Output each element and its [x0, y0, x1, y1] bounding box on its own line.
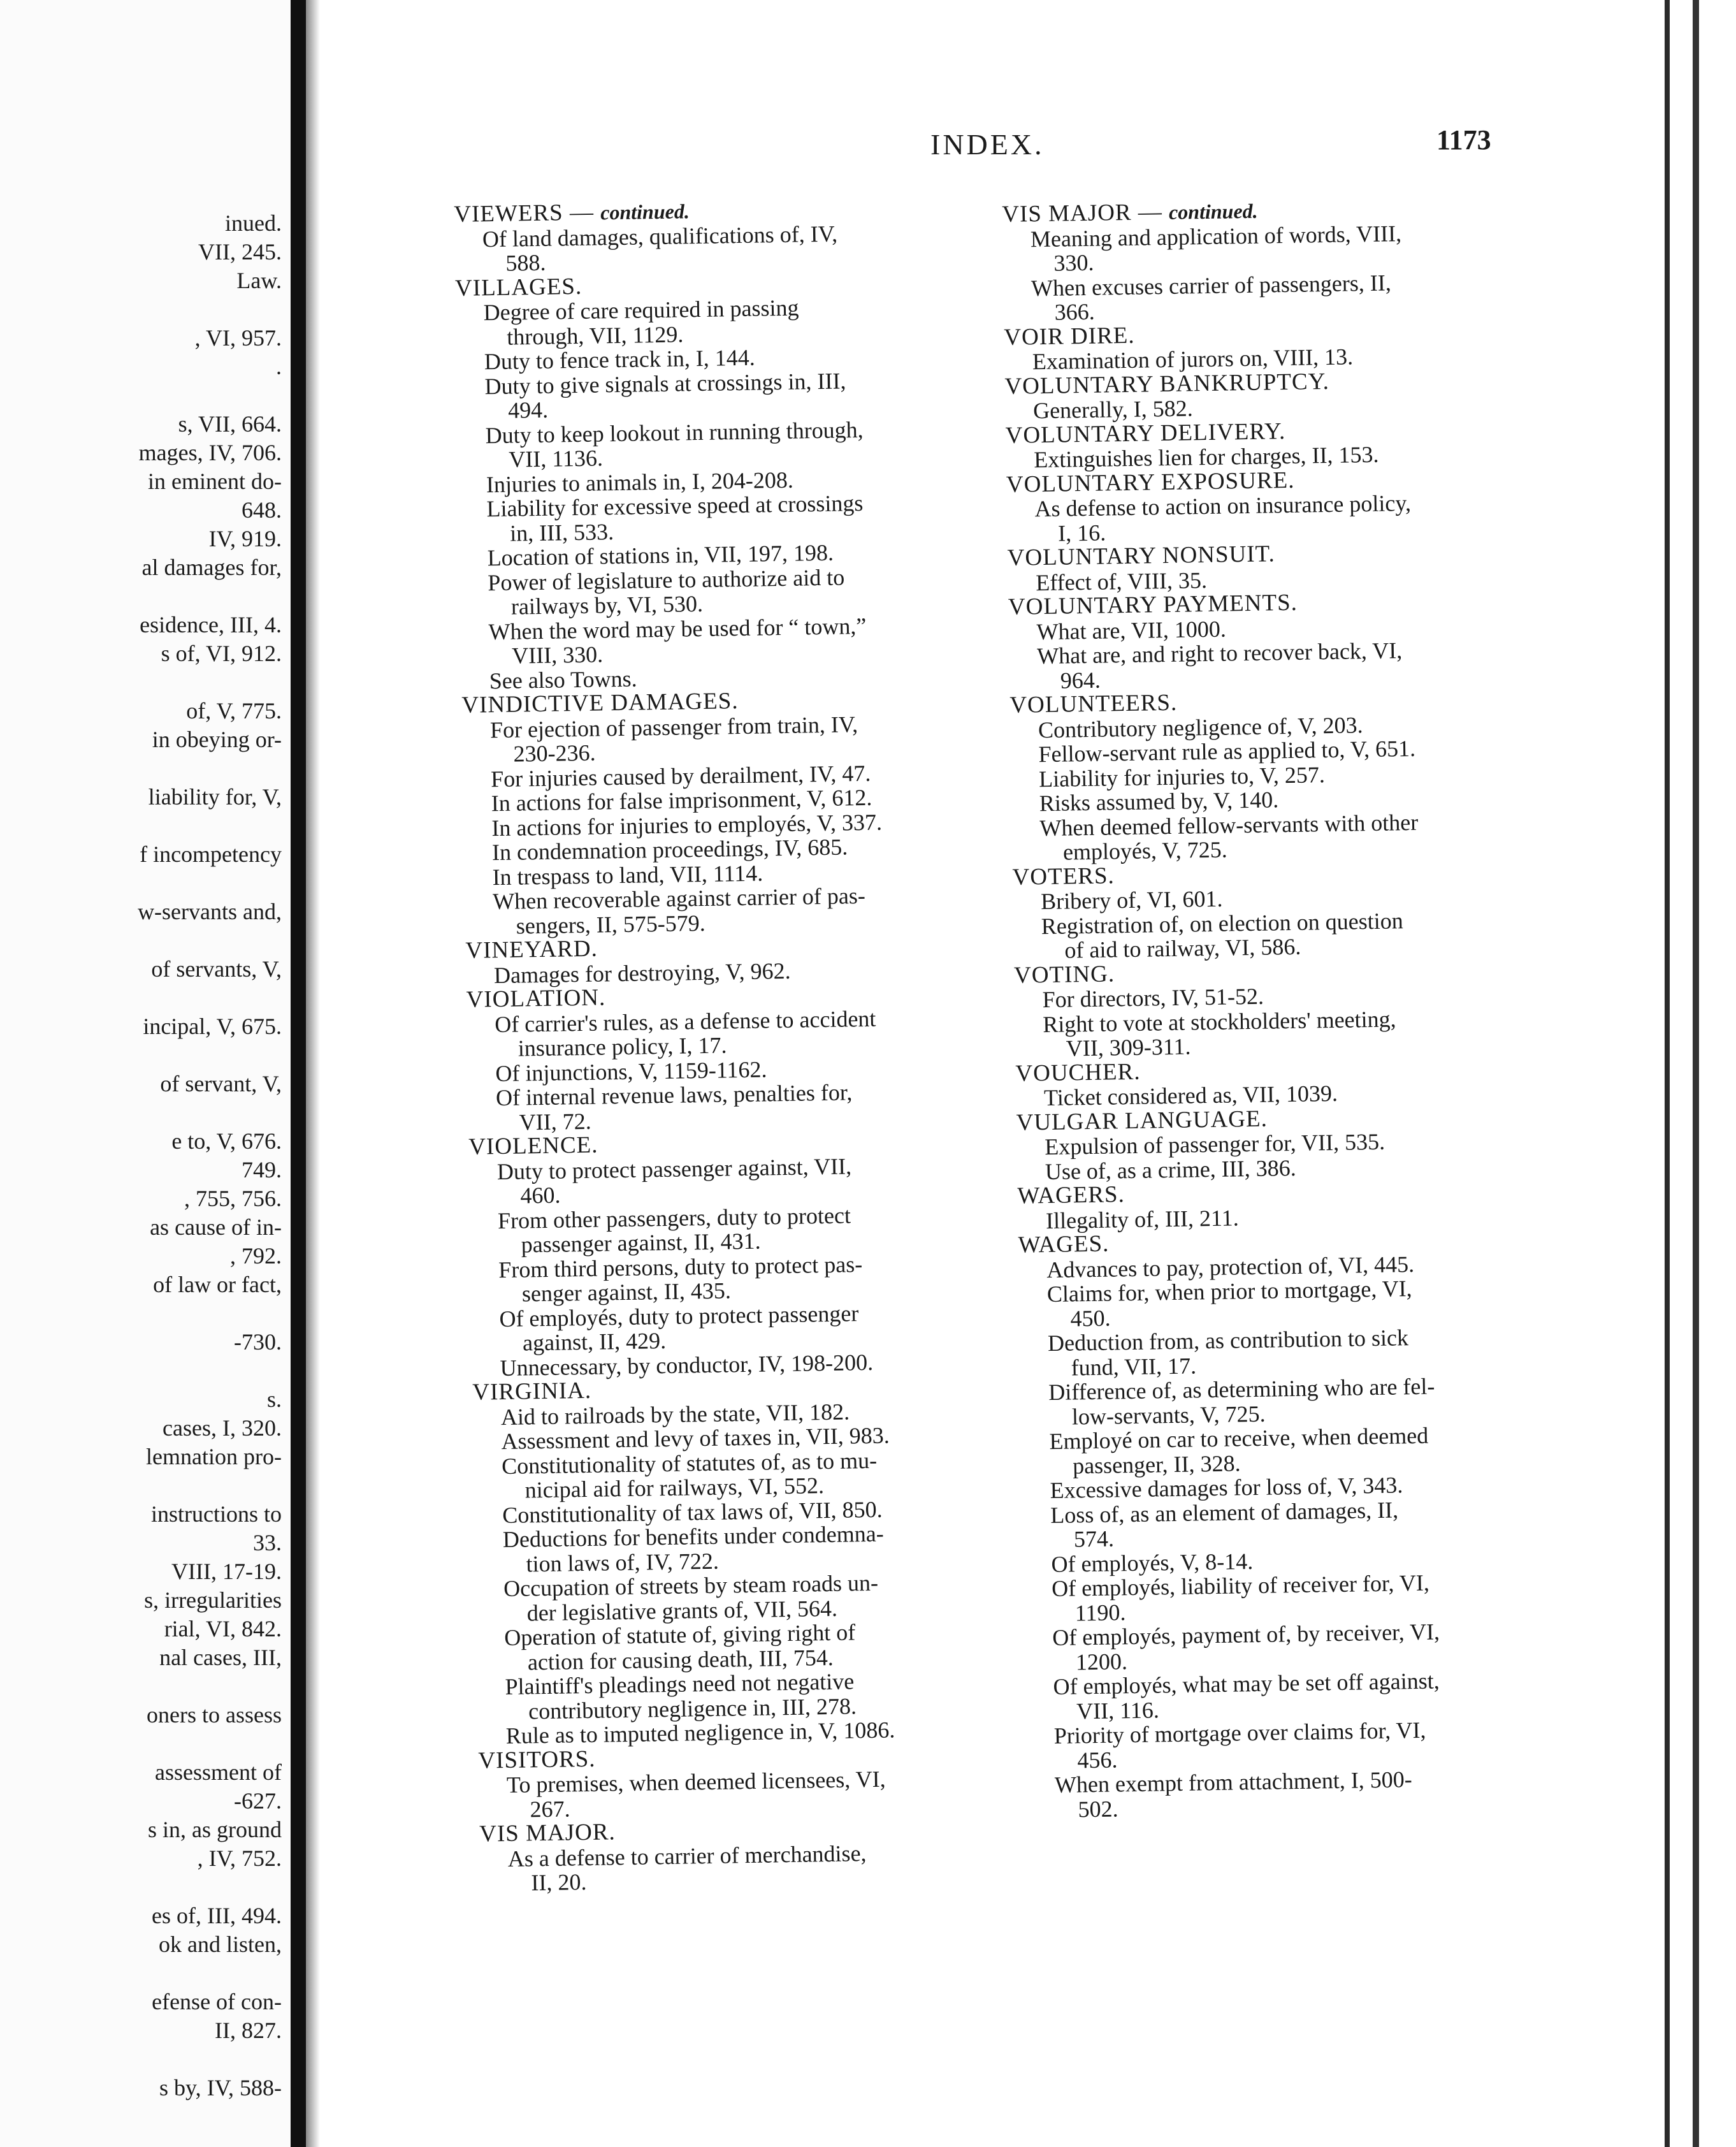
- previous-page-line: efense of con-: [152, 1989, 282, 2014]
- index-subentry-continuation: 1190.: [1074, 1599, 1126, 1626]
- index-subentry: Deductions for benefits under condemna-: [502, 1520, 884, 1553]
- previous-page-line: cases, I, 320.: [163, 1415, 282, 1441]
- index-subentry-continuation: VII, 309-311.: [1066, 1033, 1191, 1061]
- index-subentry-continuation: railways by, VI, 530.: [510, 590, 704, 620]
- index-subentry-continuation: VIII, 330.: [511, 641, 604, 669]
- index-subentry: Expulsion of passenger for, VII, 535.: [1044, 1128, 1385, 1160]
- index-heading-text: VIS MAJOR —: [1001, 198, 1169, 228]
- previous-page-line: f incompetency: [140, 841, 282, 867]
- index-heading-text: VOLUNTARY NONSUIT.: [1007, 541, 1275, 571]
- index-subentry: Meaning and application of words, VIII,: [1030, 220, 1402, 252]
- index-subentry-continuation: 366.: [1054, 298, 1096, 325]
- previous-page-line: of servants, V,: [151, 956, 282, 982]
- index-heading-text: VOLUNTEERS.: [1009, 689, 1178, 718]
- index-subentry-continuation: 456.: [1077, 1746, 1118, 1773]
- index-subentry: Constitutionality of statutes of, as to mu-: [501, 1447, 878, 1479]
- previous-page-line: in obeying or-: [152, 727, 282, 752]
- previous-page-line: incipal, V, 675.: [143, 1014, 282, 1039]
- index-subentry: Liability for injuries to, V, 257.: [1038, 761, 1326, 792]
- index-subentry-continuation: nicipal aid for railways, VI, 552.: [524, 1473, 825, 1503]
- previous-page-line: of, V, 775.: [186, 698, 282, 724]
- index-subentry: In trespass to land, VII, 1114.: [492, 860, 763, 890]
- index-subentry-continuation: 1200.: [1075, 1648, 1128, 1675]
- index-subentry-continuation: sengers, II, 575-579.: [516, 910, 706, 939]
- index-subentry-continuation: in, III, 533.: [509, 518, 614, 546]
- previous-page-line: 33.: [253, 1530, 282, 1555]
- index-subentry: When deemed fellow-servants with other: [1039, 809, 1419, 841]
- index-subentry: For ejection of passenger from train, IV,: [489, 711, 858, 743]
- index-subentry-continuation: insurance policy, I, 17.: [517, 1032, 727, 1061]
- index-subentry: See also Towns.: [489, 666, 637, 694]
- previous-page-line: as cause of in-: [150, 1214, 282, 1240]
- index-subentry: Ticket considered as, VII, 1039.: [1043, 1080, 1338, 1111]
- index-subentry: When recoverable against carrier of pas-: [492, 882, 866, 915]
- index-subentry: Effect of, VIII, 35.: [1036, 567, 1208, 595]
- index-heading-text: VINEYARD.: [465, 935, 598, 964]
- index-subentry-continuation: der legislative grants of, VII, 564.: [526, 1595, 838, 1626]
- index-subentry: Extinguishes lien for charges, II, 153.: [1034, 441, 1379, 473]
- index-heading-text: WAGES.: [1018, 1230, 1110, 1258]
- index-subentry: Of land damages, qualifications of, IV,: [482, 221, 838, 252]
- index-heading-text: VOTING.: [1013, 960, 1115, 989]
- index-subentry: Right to vote at stockholders' meeting,: [1042, 1005, 1396, 1037]
- previous-page-line: s in, as ground: [148, 1817, 282, 1842]
- index-column-right: [1002, 194, 1575, 1822]
- previous-page-line: lemnation pro-: [146, 1444, 282, 1469]
- index-heading-text: VILLAGES.: [454, 273, 582, 302]
- index-subentry: Advances to pay, protection of, VI, 445.: [1046, 1251, 1415, 1283]
- index-subentry-continuation: 494.: [507, 397, 549, 423]
- index-subentry-continuation: VII, 72.: [519, 1108, 591, 1135]
- index-subentry-continuation: contributory negligence in, III, 278.: [528, 1692, 857, 1724]
- index-heading-text: VOLUNTARY PAYMENTS.: [1008, 589, 1298, 620]
- previous-page-line: w-servants and,: [138, 899, 282, 924]
- index-subentry-continuation: passenger, II, 328.: [1072, 1450, 1241, 1478]
- previous-page-line: esidence, III, 4.: [140, 612, 282, 637]
- index-heading-text: VULGAR LANGUAGE.: [1016, 1105, 1268, 1136]
- index-subentry: Fellow-servant rule as applied to, V, 651.: [1038, 735, 1416, 768]
- index-subentry: From other passengers, duty to protect: [497, 1202, 851, 1234]
- index-subentry: In actions for injuries to employés, V, 337.: [491, 809, 883, 841]
- index-subentry: Duty to protect passenger against, VII,: [496, 1153, 852, 1184]
- previous-page-line: s.: [266, 1386, 282, 1412]
- index-subentry-continuation: 588.: [505, 249, 546, 276]
- previous-page-line: ok and listen,: [159, 1932, 282, 1957]
- index-subentry: Occupation of streets by steam roads un-: [503, 1569, 879, 1602]
- index-subentry: Duty to fence track in, I, 144.: [484, 344, 756, 375]
- previous-page-line: , 755, 756.: [184, 1186, 282, 1211]
- index-subentry: Difference of, as determining who are fel-: [1048, 1373, 1435, 1406]
- index-subentry-continuation: I, 16.: [1057, 520, 1106, 546]
- previous-page-line: s, VII, 664.: [178, 411, 282, 437]
- index-subentry: Injuries to animals in, I, 204-208.: [486, 467, 794, 497]
- index-subentry: Contributory negligence of, V, 203.: [1038, 711, 1363, 743]
- index-subentry: From third persons, duty to protect pas-: [498, 1251, 863, 1283]
- index-subentry: For directors, IV, 51-52.: [1042, 983, 1264, 1013]
- index-heading-text: VINDICTIVE DAMAGES.: [461, 688, 739, 718]
- index-subentry: Illegality of, III, 211.: [1045, 1204, 1239, 1234]
- index-subentry: In condemnation proceedings, IV, 685.: [491, 834, 848, 866]
- previous-page-line: -627.: [234, 1788, 282, 1814]
- right-page-edge: [1665, 0, 1736, 2147]
- previous-page-line: VII, 245.: [198, 239, 282, 265]
- previous-page-line: of servant, V,: [160, 1071, 282, 1096]
- index-subentry-continuation: VII, 1136.: [509, 445, 604, 472]
- index-subentry: For injuries caused by derailment, IV, 47.: [490, 760, 871, 792]
- index-subentry: Of employés, what may be set off against,: [1053, 1668, 1440, 1700]
- index-subentry-continuation: 267.: [530, 1795, 570, 1822]
- index-subentry: In actions for false imprisonment, V, 612.: [491, 784, 872, 817]
- index-subentry: Generally, I, 582.: [1032, 395, 1193, 424]
- index-subentry-continuation: fund, VII, 17.: [1071, 1352, 1197, 1381]
- previous-page-line: assessment of: [155, 1759, 282, 1785]
- index-subentry: Power of legislature to authorize aid to: [488, 564, 845, 595]
- index-heading-text: WAGERS.: [1017, 1181, 1125, 1209]
- previous-page-line: .: [276, 354, 282, 379]
- index-subentry: What are, VII, 1000.: [1036, 616, 1227, 644]
- index-subentry-continuation: against, II, 429.: [522, 1327, 667, 1356]
- index-subentry: Of employés, duty to protect passenger: [499, 1300, 859, 1332]
- index-heading-text: VIOLENCE.: [468, 1132, 598, 1160]
- index-subentry: Of injunctions, V, 1159-1162.: [495, 1056, 767, 1086]
- page-gutter: [306, 0, 320, 2147]
- index-heading-text: VOIR DIRE.: [1003, 322, 1135, 351]
- previous-page-line: in eminent do-: [148, 469, 282, 494]
- previous-page-line: , IV, 752.: [197, 1845, 282, 1871]
- previous-page-line: liability for, V,: [148, 784, 282, 810]
- index-subentry: Unnecessary, by conductor, IV, 198-200.: [500, 1349, 874, 1381]
- previous-page-line: es of, III, 494.: [152, 1903, 282, 1928]
- index-subentry-continuation: low-servants, V, 725.: [1071, 1401, 1266, 1430]
- index-heading-text: VOUCHER.: [1015, 1058, 1141, 1087]
- index-subentry: Degree of care required in passing: [483, 295, 799, 326]
- previous-page-fragment: [0, 0, 294, 2147]
- previous-page-line: s by, IV, 588-: [159, 2075, 282, 2100]
- index-subentry: Assessment and levy of taxes in, VII, 983.: [501, 1422, 890, 1455]
- previous-page-line: s of, VI, 912.: [161, 641, 282, 666]
- previous-page-line: , 792.: [230, 1243, 282, 1269]
- index-subentry-continuation: II, 20.: [531, 1869, 587, 1896]
- index-subentry-continuation: 502.: [1078, 1795, 1118, 1822]
- index-subentry: When excuses carrier of passengers, II,: [1031, 269, 1392, 301]
- previous-page-line: rial, VI, 842.: [164, 1616, 282, 1641]
- index-subentry: Bribery of, VI, 601.: [1040, 885, 1223, 915]
- index-heading-text: VIS MAJOR.: [479, 1819, 616, 1847]
- previous-page-line: -730.: [234, 1329, 282, 1355]
- index-subentry-continuation: 330.: [1053, 249, 1094, 276]
- index-heading-text: VIEWERS —: [453, 199, 601, 228]
- index-subentry-continuation: VII, 116.: [1076, 1696, 1160, 1724]
- index-subentry-continuation: employés, V, 725.: [1062, 836, 1227, 865]
- index-subentry: Deduction from, as contribution to sick: [1047, 1325, 1409, 1357]
- index-subentry-continuation: 574.: [1073, 1525, 1115, 1552]
- index-subentry-continuation: 964.: [1060, 667, 1101, 694]
- index-subentry: Of employés, V, 8-14.: [1051, 1548, 1254, 1577]
- previous-page-line: 648.: [242, 497, 282, 523]
- index-heading-text: VOLUNTARY EXPOSURE.: [1006, 467, 1295, 498]
- index-subentry: Risks assumed by, V, 140.: [1039, 787, 1279, 817]
- index-subentry-continuation: through, VII, 1129.: [506, 321, 684, 350]
- book-spine-shadow: [291, 0, 306, 2147]
- previous-page-line: Law.: [236, 268, 282, 293]
- previous-page-line: e to, V, 676.: [171, 1128, 282, 1154]
- continued-label: continued.: [600, 200, 690, 224]
- index-subentry-continuation: action for causing death, III, 754.: [527, 1644, 834, 1675]
- index-subentry: Examination of jurors on, VIII, 13.: [1032, 344, 1354, 375]
- index-subentry: Plaintiff's pleadings need not negative: [505, 1668, 855, 1700]
- index-heading-text: VIRGINIA.: [472, 1377, 592, 1406]
- index-subentry: Of internal revenue laws, penalties for,: [495, 1079, 853, 1111]
- index-subentry: Of employés, payment of, by receiver, VI,: [1052, 1619, 1440, 1651]
- index-subentry: Aid to railroads by the state, VII, 182.: [500, 1398, 850, 1430]
- page-number: 1173: [1436, 124, 1491, 156]
- index-subentry: What are, and right to recover back, VI,: [1036, 637, 1403, 669]
- index-heading-text: VOTERS.: [1012, 862, 1115, 891]
- index-subentry: Loss of, as an element of damages, II,: [1050, 1496, 1399, 1528]
- index-subentry: As a defense to carrier of merchandise,: [507, 1840, 867, 1872]
- running-head: INDEX.: [930, 128, 1045, 161]
- index-column-left: [454, 194, 1029, 1896]
- previous-page-line: s, irregularities: [144, 1587, 282, 1613]
- index-subentry-continuation: 460.: [520, 1182, 561, 1209]
- index-subentry: Operation of statute of, giving right of: [504, 1619, 856, 1651]
- previous-page-line: nal cases, III,: [159, 1645, 282, 1670]
- index-subentry: Of carrier's rules, as a defense to accident: [494, 1005, 876, 1037]
- previous-page-line: , VI, 957.: [194, 325, 282, 351]
- index-heading-text: VISITORS.: [478, 1745, 596, 1774]
- index-subentry-continuation: passenger against, II, 431.: [521, 1228, 761, 1258]
- previous-page-line: oners to assess: [147, 1702, 282, 1728]
- index-subentry: As defense to action on insurance policy,: [1034, 490, 1412, 522]
- previous-page-line: 749.: [242, 1157, 282, 1183]
- index-subentry: To premises, when deemed licensees, VI,: [506, 1766, 886, 1798]
- index-subentry-continuation: 450.: [1070, 1305, 1111, 1332]
- index-heading-text: VOLUNTARY DELIVERY.: [1005, 418, 1286, 449]
- index-subentry: When the word may be used for “ town,”: [488, 613, 867, 644]
- index-subentry: When exempt from attachment, I, 500-: [1054, 1766, 1413, 1798]
- index-subentry: Claims for, when prior to mortgage, VI,: [1046, 1276, 1412, 1307]
- index-subentry: Registration of, on election on question: [1041, 907, 1403, 939]
- index-subentry: Damages for destroying, V, 962.: [493, 957, 791, 988]
- continued-label: continued.: [1168, 199, 1258, 224]
- index-subentry: Of employés, liability of receiver for, VI,: [1051, 1569, 1430, 1602]
- previous-page-line: II, 827.: [215, 2018, 282, 2043]
- index-subentry: Duty to give signals at crossings in, III,: [484, 367, 846, 399]
- index-subentry: Use of, as a crime, III, 386.: [1045, 1154, 1297, 1184]
- previous-page-line: inued.: [225, 210, 282, 236]
- index-heading-text: VOLUNTARY BANKRUPTCY.: [1004, 368, 1330, 400]
- index-subentry: Rule as to imputed negligence in, V, 1086.: [505, 1717, 895, 1749]
- index-subentry: Location of stations in, VII, 197, 198.: [487, 539, 834, 571]
- index-subentry: Priority of mortgage over claims for, VI,: [1053, 1717, 1426, 1749]
- previous-page-line: VIII, 17-19.: [171, 1559, 282, 1584]
- previous-page-line: instructions to: [151, 1501, 282, 1527]
- index-subentry-continuation: senger against, II, 435.: [521, 1277, 732, 1307]
- index-subentry: Duty to keep lookout in running through,: [485, 416, 864, 448]
- previous-page-line: al damages for,: [141, 555, 282, 580]
- index-subentry: Constitutionality of tax laws of, VII, 850.: [502, 1496, 883, 1528]
- index-subentry-continuation: of aid to railway, VI, 586.: [1064, 933, 1301, 963]
- previous-page-line: mages, IV, 706.: [138, 440, 282, 465]
- index-heading-text: VIOLATION.: [466, 984, 606, 1013]
- index-subentry: Excessive damages for loss of, V, 343.: [1050, 1472, 1403, 1504]
- previous-page-line: of law or fact,: [153, 1272, 282, 1297]
- previous-page-line: IV, 919.: [208, 526, 282, 551]
- index-subentry: Employé on car to receive, when deemed: [1049, 1422, 1429, 1455]
- index-subentry-continuation: tion laws of, IV, 722.: [526, 1548, 720, 1576]
- index-subentry: Liability for excessive speed at crossings: [486, 490, 864, 522]
- index-subentry-continuation: 230-236.: [513, 739, 596, 767]
